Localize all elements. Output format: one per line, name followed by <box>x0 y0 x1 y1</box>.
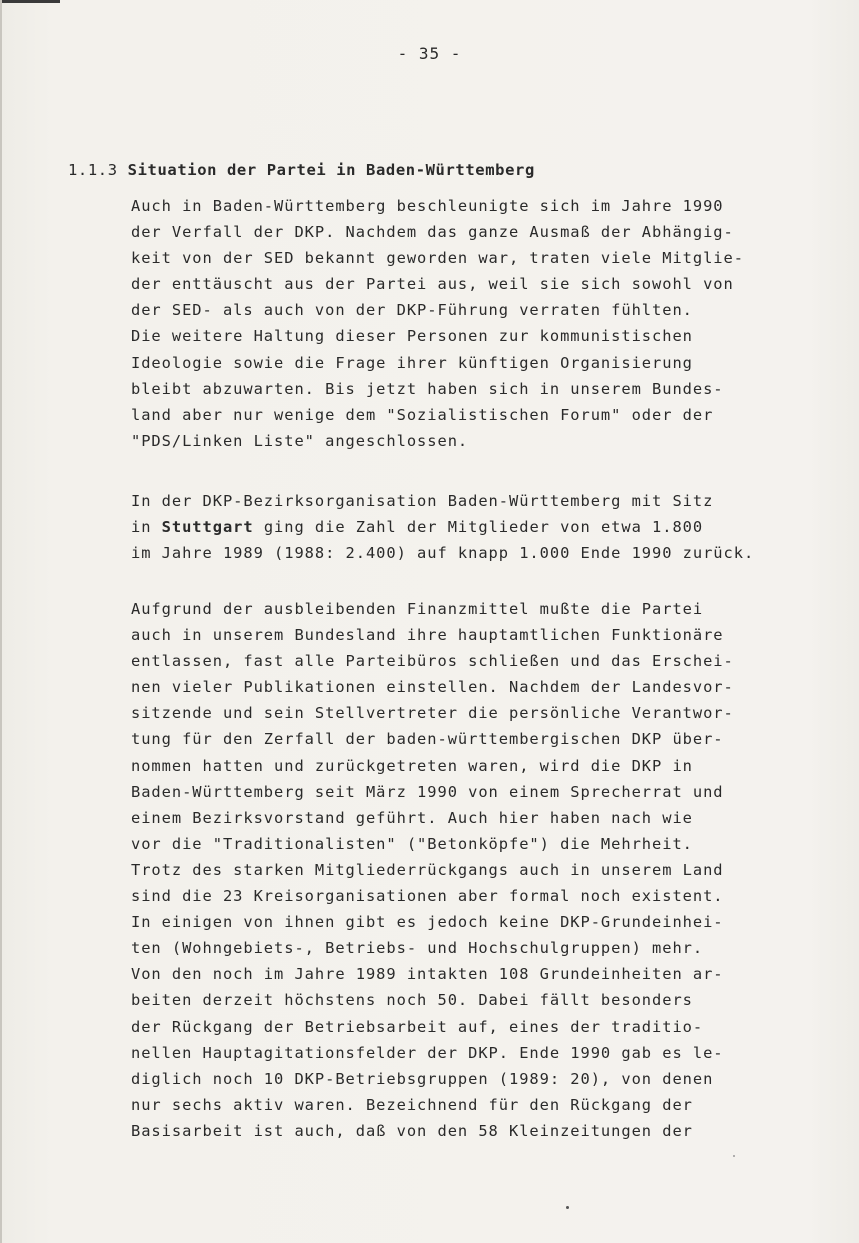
scan-edge-top <box>0 0 60 3</box>
text-line: vor die "Traditionalisten" ("Betonköpfe") die Mehrheit. <box>131 834 693 853</box>
text-line: Von den noch im Jahre 1989 intakten 108 Grundeinheiten ar- <box>131 965 724 984</box>
text-line: der Rückgang der Betriebsarbeit auf, eines der traditio- <box>131 1017 704 1036</box>
text-line: ten (Wohngebiets-, Betriebs- und Hochschulgruppen) mehr. <box>131 939 704 958</box>
text-line: sitzende und sein Stellvertreter die persönliche Verantwor- <box>131 704 734 723</box>
text-line: der enttäuscht aus der Partei aus, weil sie sich sowohl von <box>131 275 734 294</box>
text-line: im Jahre 1989 (1988: 2.400) auf knapp 1.000 Ende 1990 zurück. <box>131 544 755 563</box>
text-line: In der DKP-Bezirksorganisation Baden-Württemberg mit Sitz <box>131 492 714 510</box>
text-line: Auch in Baden-Württemberg beschleunigte sich im Jahre 1990 <box>131 197 724 215</box>
text-run: ging die Zahl der Mitglieder von etwa 1.800 <box>253 518 704 537</box>
text-line: Basisarbeit ist auch, daß von den 58 Kleinzeitungen der <box>131 1121 693 1140</box>
text-line: "PDS/Linken Liste" angeschlossen. <box>131 431 469 450</box>
scan-speck <box>733 1155 735 1157</box>
city-name-bold: Stuttgart <box>161 518 254 537</box>
text-line: Aufgrund der ausbleibenden Finanzmittel mußte die Partei <box>131 600 704 618</box>
text-line: nellen Hauptagitationsfelder der DKP. Ende 1990 gab es le- <box>131 1043 724 1062</box>
section-title: Situation der Partei in Baden-Württemberg <box>127 161 535 179</box>
text-line: auch in unserem Bundesland ihre hauptamtlichen Funktionäre <box>131 626 724 645</box>
text-line: nur sechs aktiv waren. Bezeichnend für den Rückgang der <box>131 1095 693 1114</box>
text-line: diglich noch 10 DKP-Betriebsgruppen (1989: 20), von denen <box>131 1069 714 1088</box>
text-line: bleibt abzuwarten. Bis jetzt haben sich in unserem Bundes- <box>131 379 724 398</box>
paragraph-2 <box>131 488 754 566</box>
text-line: sind die 23 Kreisorganisationen aber formal noch existent. <box>131 887 724 906</box>
text-line: einem Bezirksvorstand geführt. Auch hier haben nach wie <box>131 808 693 827</box>
text-line: der Verfall der DKP. Nachdem das ganze Ausmaß der Abhängig- <box>131 223 734 242</box>
text-line: In einigen von ihnen gibt es jedoch keine DKP-Grundeinhei- <box>131 913 724 932</box>
text-line: nommen hatten und zurückgetreten waren, wird die DKP in <box>131 756 693 775</box>
section-heading <box>68 161 535 179</box>
text-line: Ideologie sowie die Frage ihrer künftigen Organisierung <box>131 353 693 372</box>
text-line: der SED- als auch von der DKP-Führung verraten fühlten. <box>131 301 693 320</box>
text-line: Baden-Württemberg seit März 1990 von einem Sprecherrat und <box>131 782 724 801</box>
page-number: - 35 - <box>397 44 462 63</box>
text-line: keit von der SED bekannt geworden war, traten viele Mitglie- <box>131 249 744 268</box>
text-line-mixed <box>131 514 754 540</box>
text-line: tung für den Zerfall der baden-württembergischen DKP über- <box>131 730 724 749</box>
text-line: land aber nur wenige dem "Sozialistischen Forum" oder der <box>131 405 714 424</box>
text-run: in <box>131 518 162 537</box>
text-line: Die weitere Haltung dieser Personen zur kommunistischen <box>131 327 693 346</box>
scan-edge-left <box>0 0 2 1243</box>
text-line: entlassen, fast alle Parteibüros schließen und das Erschei- <box>131 652 734 671</box>
scan-speck <box>566 1206 569 1209</box>
text-line: Trotz des starken Mitgliederrückgangs auch in unserem Land <box>131 860 724 879</box>
paragraph-3 <box>131 596 734 1144</box>
section-number: 1.1.3 <box>68 161 118 179</box>
text-line: beiten derzeit höchstens noch 50. Dabei fällt besonders <box>131 991 693 1010</box>
paragraph-1 <box>131 193 744 454</box>
text-line: nen vieler Publikationen einstellen. Nachdem der Landesvor- <box>131 678 734 697</box>
